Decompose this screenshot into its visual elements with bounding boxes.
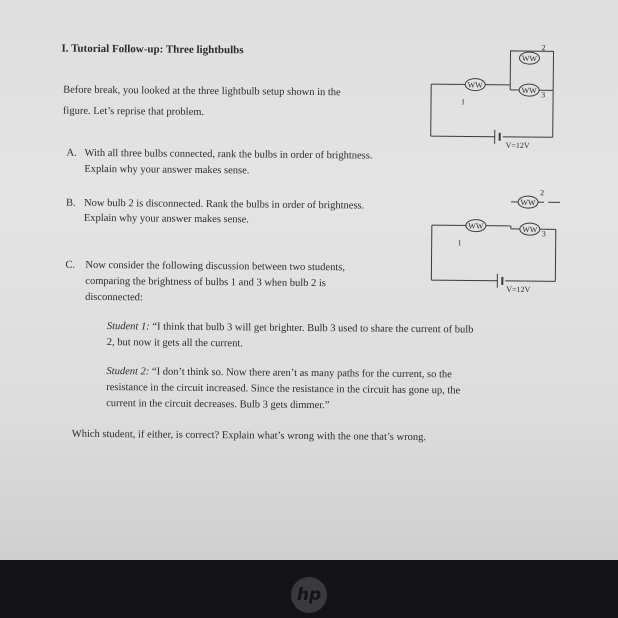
circuit1-battery-label: V=12V [505, 140, 530, 151]
circuit2-battery-label: V=12V [506, 284, 531, 295]
circuit1-bulb-3 [519, 84, 539, 96]
question-b-line-1: Now bulb 2 is disconnected. Rank the bulbs in order of brightness. [83, 197, 365, 212]
student-2-label: Student 2: [106, 366, 150, 378]
intro-line-2: figure. Let’s reprise that problem. [62, 105, 205, 118]
circuit2-bulb-1-symbol: WW [468, 221, 484, 231]
circuit2-wire-left [431, 225, 432, 280]
question-a-line-2: Explain why your answer makes sense. [84, 163, 250, 177]
circuit-diagram-bulb2-disconnected [417, 182, 578, 304]
circuit2-bulb-2-symbol: WW [520, 198, 536, 208]
question-c-line-2: comparing the brightness of bulbs 1 and 3 when bulb 2 is [85, 275, 326, 290]
circuit2-bulb-3-symbol: WW [522, 225, 538, 235]
circuit2-bulb-1 [466, 219, 486, 231]
question-b-label: B. [66, 197, 76, 209]
circuit2-bulb-3 [520, 223, 540, 235]
circuit1-bulb-2-symbol: WW [521, 54, 538, 64]
circuit2-bulb-1-label: 1 [457, 238, 462, 248]
circuit1-bulb-3-symbol: WW [521, 86, 537, 96]
student-1-line-1: “I think that bulb 3 will get brighter. Bulb 3 used to share the current of bulb [152, 321, 474, 336]
circuit2-bulb-3-label: 3 [541, 229, 546, 239]
circuit1-wire-bottom-left [431, 136, 495, 137]
question-a-label: A. [66, 147, 77, 159]
question-c-line-3: disconnected: [85, 291, 143, 304]
student-2-line-3: current in the circuit decreases. Bulb 3 gets dimmer.” [106, 398, 330, 412]
question-c-line-1: Now consider the following discussion between two students, [85, 259, 346, 274]
circuit1-bulb-1 [465, 78, 485, 90]
circuit1-bulb-2 [519, 52, 539, 64]
circuit1-bulb-3-label: 3 [541, 90, 546, 100]
student-2-quote [106, 365, 452, 381]
student-2-line-1: “I don’t think so. Now there aren’t as many paths for the current, so the [151, 366, 452, 381]
student-2-line-2: resistance in the circuit increased. Since the resistance in the circuit has gone up, the [106, 382, 461, 397]
intro-line-1: Before break, you looked at the three lightbulb setup shown in the [63, 84, 341, 99]
circuit1-bulb-2-label: 2 [541, 43, 546, 53]
student-1-quote [107, 320, 474, 337]
student-1-label: Student 1: [106, 321, 150, 333]
circuit2-bulb-2 [518, 196, 538, 208]
circuit1-bulb-1-label: 1 [460, 97, 466, 107]
final-question: Which student, if either, is correct? Explain what’s wrong with the one that’s wrong. [71, 428, 427, 444]
circuit2-wire-bottom-left [431, 280, 497, 281]
circuit-diagram-all-bulbs [417, 38, 578, 158]
hp-logo: hp [291, 577, 327, 613]
question-a-line-1: With all three bulbs connected, rank the bulbs in order of brightness. [84, 147, 373, 162]
question-b-line-2: Explain why your answer makes sense. [83, 212, 250, 226]
question-c-label: C. [65, 259, 76, 271]
student-1-line-2: 2, but now it gets all the current. [106, 337, 243, 350]
circuit1-bulb-1-symbol: WW [467, 80, 483, 90]
page-title: I. Tutorial Follow-up: Three lightbulbs [61, 42, 244, 57]
circuit2-bulb-2-label: 2 [540, 188, 545, 198]
